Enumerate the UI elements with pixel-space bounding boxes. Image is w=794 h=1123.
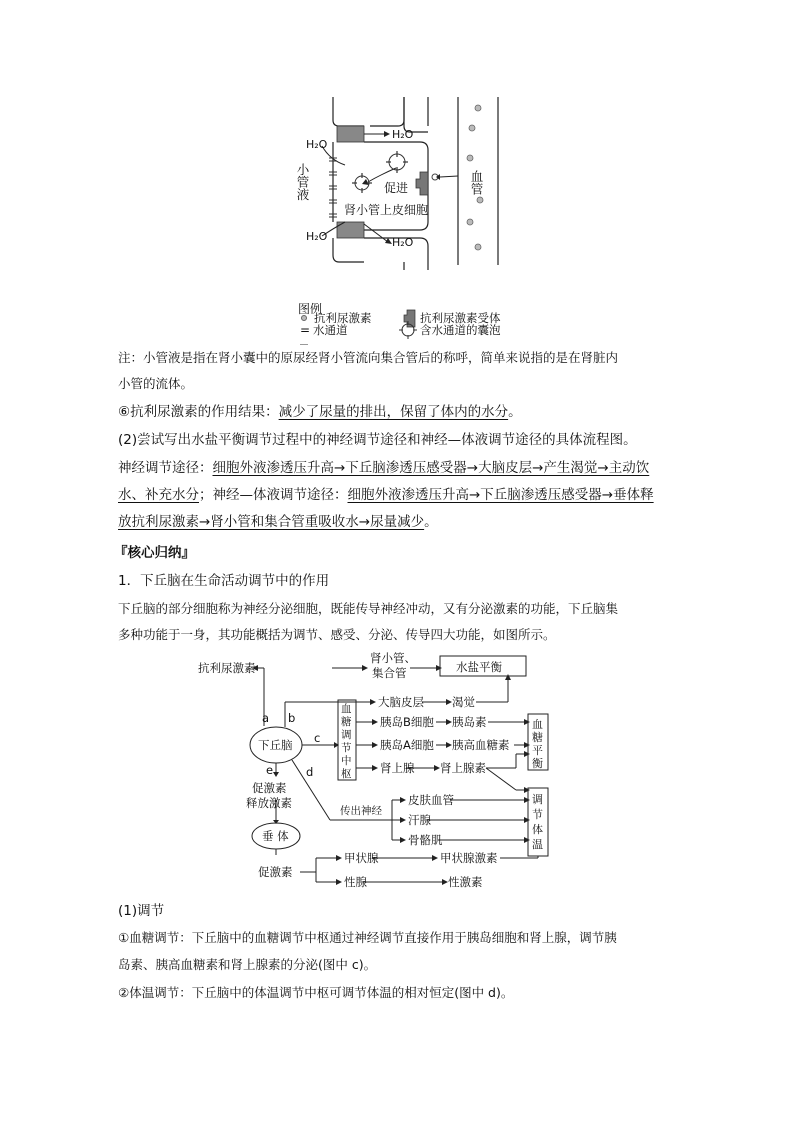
vesicle-icon xyxy=(398,320,418,340)
temp-1: 节 xyxy=(532,808,543,821)
s1-para-2: 多种功能于一身，其功能概括为调节、感受、分泌、传导四大功能，如图所示。 xyxy=(118,627,556,642)
q6-line xyxy=(118,402,522,422)
tubule-fluid-label: 小管液 xyxy=(295,163,310,201)
pathway-line-3 xyxy=(118,512,438,532)
h2o-label: H₂O xyxy=(392,128,414,141)
q2-text: (2)尝试写出水盐平衡调节过程中的神经调节途径和神经—体液调节途径的具体流程图。 xyxy=(118,432,637,448)
pathway-answer: 细胞外液渗透压升高→下丘脑渗透压感受器→垂体释 xyxy=(347,487,654,503)
legend-receptor: 抗利尿激素受体 xyxy=(420,311,501,325)
q6-prefix: ⑥抗利尿激素的作用结果： xyxy=(118,404,279,420)
fig2-releasing-1: 促激素 xyxy=(252,781,287,795)
fig2-pituitary: 垂 体 xyxy=(262,829,289,843)
note-line-1: 注：小管液是指在肾小囊中的原尿经肾小管流向集合管后的称呼，简单来说指的是在肾脏内 xyxy=(118,350,619,365)
h2o-label: H₂O xyxy=(306,230,328,243)
fig2-kidney-2: 集合管 xyxy=(372,666,407,680)
pathway-answer: 细胞外液渗透压升高→下丘脑渗透压感受器→大脑皮层→产生渴觉→主动饮 xyxy=(212,460,650,476)
promote-label: 促进 xyxy=(384,181,409,195)
pathway-answer: 放抗利尿激素→肾小管和集合管重吸收水→尿量减少 xyxy=(118,514,425,530)
fig2-cortex: 大脑皮层 xyxy=(378,695,424,709)
fig2-thyroid: 甲状腺 xyxy=(344,851,379,865)
h2o-label: H₂O xyxy=(392,236,414,249)
kidney-tubule-diagram xyxy=(0,0,794,345)
item-1-line-2: 岛素、胰高血糖素和肾上腺素的分泌(图中 c)。 xyxy=(118,957,377,972)
q6-answer: 减少了尿量的排出，保留了体内的水分 xyxy=(278,404,509,420)
fig2-thyroxine: 甲状腺激素 xyxy=(440,851,498,865)
legend-title: 图例 xyxy=(298,302,323,316)
bs-center-1: 糖 xyxy=(341,716,352,728)
section-title: 『核心归纳』 xyxy=(114,545,195,561)
fig2-efferent: 传出神经 xyxy=(340,805,382,817)
fig2-glucagon: 胰高血糖素 xyxy=(452,738,510,752)
fig2-water-salt: 水盐平衡 xyxy=(456,660,502,674)
fig2-hypothalamus: 下丘脑 xyxy=(258,738,293,752)
fig2-kidney-1: 肾小管、 xyxy=(370,651,416,665)
fig2-label-b: b xyxy=(288,711,296,725)
fig2-tropic: 促激素 xyxy=(258,865,293,879)
fig2-adrenaline: 肾上腺素 xyxy=(440,761,486,775)
item-2: ②体温调节：下丘脑中的体温调节中枢可调节体温的相对恒定(图中 d)。 xyxy=(118,985,514,1000)
temp-0: 调 xyxy=(532,793,543,806)
bs-center-2: 调 xyxy=(341,729,352,741)
note-line-2: 小管的流体。 xyxy=(118,376,194,391)
fig2-muscle: 骨骼肌 xyxy=(408,833,443,847)
blood-vessel-label: 血管 xyxy=(469,170,484,195)
epithelial-cell-label: 肾小管上皮细胞 xyxy=(344,203,429,217)
bs-balance-3: 衡 xyxy=(532,757,543,770)
fig2-releasing-2: 释放激素 xyxy=(246,796,292,810)
bs-balance-1: 糖 xyxy=(532,731,543,744)
fig2-label-a: a xyxy=(262,711,270,725)
fig2-label-c: c xyxy=(314,731,321,745)
fig2-thirst: 渴觉 xyxy=(452,695,475,709)
legend-channel: 水通道 xyxy=(313,323,348,337)
bs-center-5: 枢 xyxy=(341,768,352,780)
fig2-label-d: d xyxy=(306,765,314,779)
pathway-end: 。 xyxy=(424,514,438,530)
legend-adh: 抗利尿激素 xyxy=(314,311,372,325)
fig2-islet-b: 胰岛B细胞 xyxy=(380,715,434,729)
item-1-line-1: ①血糖调节：下丘脑中的血糖调节中枢通过神经调节直接作用于胰岛细胞和肾上腺，调节胰 xyxy=(118,930,617,945)
fig2-label-e: e xyxy=(266,763,274,777)
fig2-adrenal: 肾上腺 xyxy=(380,761,415,775)
legend-channel-symbol: = xyxy=(300,323,311,337)
fig2-insulin: 胰岛素 xyxy=(452,715,487,729)
sub1-title: (1)调节 xyxy=(118,903,165,919)
h2o-label: H₂O xyxy=(306,138,328,151)
pathway-mid: ；神经—体液调节途径： xyxy=(199,487,348,503)
pathway-answer: 水、补充水分 xyxy=(118,487,199,503)
fig2-sweat: 汗腺 xyxy=(408,813,431,827)
fig2-sex-hormone: 性激素 xyxy=(448,875,483,889)
fig2-islet-a: 胰岛A细胞 xyxy=(380,738,434,752)
fig2-gonad: 性腺 xyxy=(344,875,367,889)
pathway-line-1 xyxy=(118,458,649,478)
temp-2: 体 xyxy=(532,823,543,836)
s1-title: 1．下丘脑在生命活动调节中的作用 xyxy=(118,573,330,589)
bs-center-0: 血 xyxy=(341,703,352,715)
legend-vesicle: 含水通道的囊泡 xyxy=(420,323,501,337)
bs-balance-2: 平 xyxy=(532,744,543,757)
s1-para-1: 下丘脑的部分细胞称为神经分泌细胞，既能传导神经冲动，又有分泌激素的功能，下丘脑集 xyxy=(118,601,619,616)
fig2-skin-vessel: 皮肤血管 xyxy=(408,793,454,807)
pathway-line-2 xyxy=(118,485,654,505)
bs-center-3: 节 xyxy=(341,742,352,754)
hypothalamus-function-diagram xyxy=(0,650,794,890)
bs-center-4: 中 xyxy=(341,755,352,767)
pathway-label: 神经调节途径： xyxy=(118,460,213,476)
temp-3: 温 xyxy=(532,838,543,851)
q6-suffix: 。 xyxy=(508,404,522,420)
bs-balance-0: 血 xyxy=(532,718,543,731)
fig2-adh: 抗利尿激素 xyxy=(198,661,256,675)
